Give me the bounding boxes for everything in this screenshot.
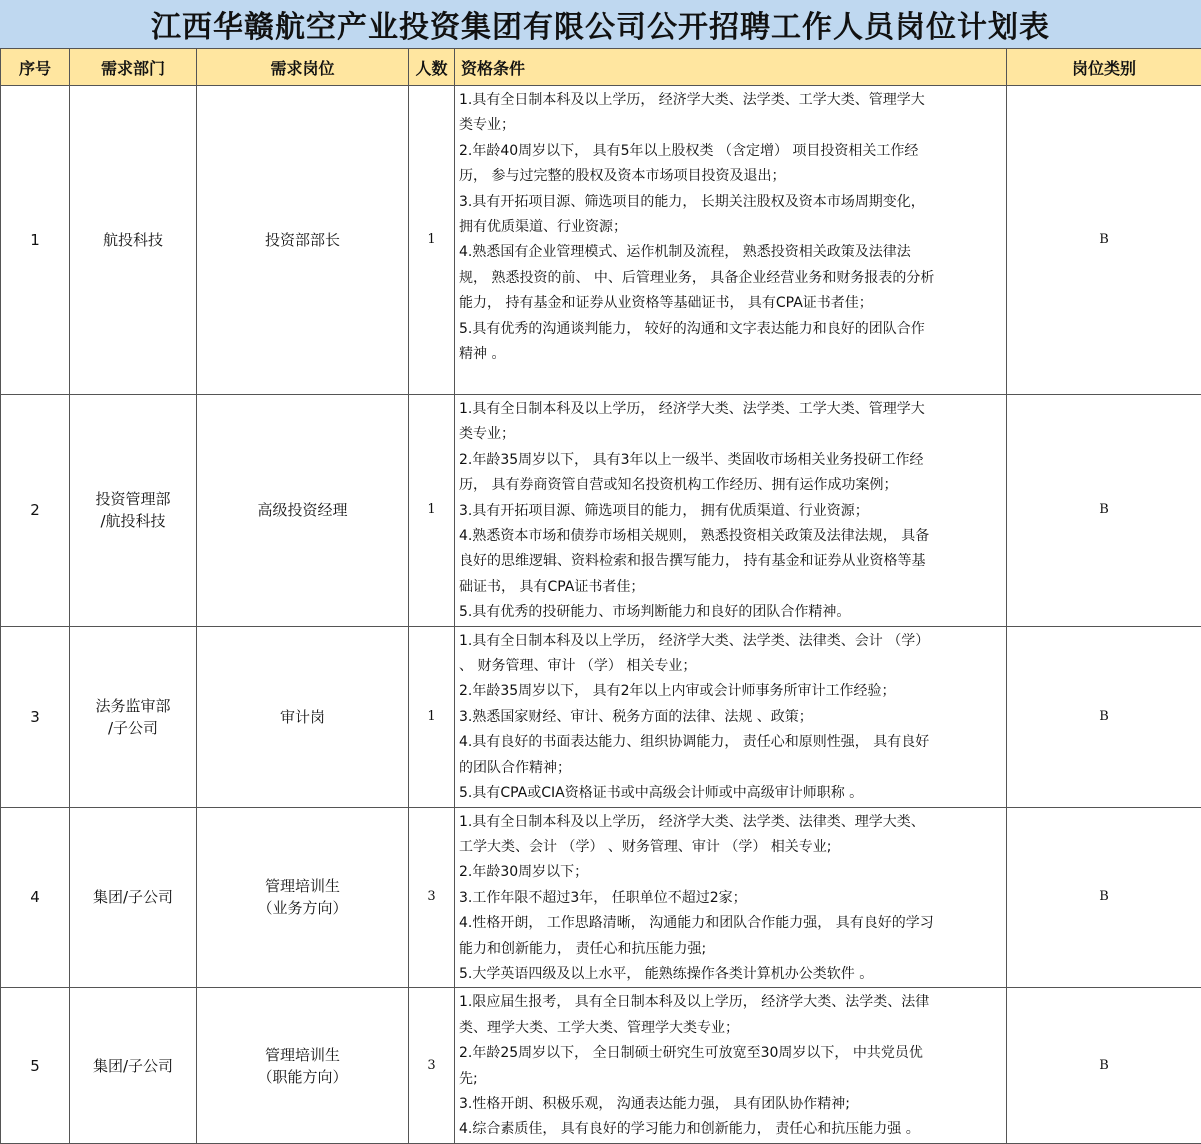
requirement-line: 工学大类、会计 （学） 、财务管理、审计 （学） 相关专业; (459, 835, 1002, 860)
requirement-line: 4.熟悉国有企业管理模式、运作机制及流程， 熟悉投资相关政策及法律法 (459, 240, 1002, 265)
department-line: 集团/子公司 (70, 886, 196, 908)
requirement-line: 2.年龄25周岁以下， 全日制硕士研究生可放宽至30周岁以下， 中共党员优 (459, 1041, 1002, 1066)
position-cell (197, 807, 409, 988)
requirement-line: 先; (459, 1067, 1002, 1092)
requirement-line: 5.大学英语四级及以上水平， 能熟练操作各类计算机办公类软件 。 (459, 962, 1002, 987)
category-cell: B (1007, 626, 1201, 807)
requirement-line: 5.具有CPA或CIA资格证书或中高级会计师或中高级审计师职称 。 (459, 781, 1002, 806)
requirement-line: 2.年龄35周岁以下， 具有2年以上内审或会计师事务所审计工作经验； (459, 679, 1002, 704)
row-number: 3 (1, 626, 70, 807)
requirement-line: 3.具有开拓项目源、筛选项目的能力， 拥有优质渠道、行业资源； (459, 499, 1002, 524)
requirement-line: 良好的思维逻辑、资料检索和报告撰写能力， 持有基金和证券从业资格等基 (459, 549, 1002, 574)
requirement-line: 3.熟悉国家财经、审计、税务方面的法律、法规 、政策； (459, 705, 1002, 730)
requirements-cell (455, 807, 1007, 988)
requirement-line: 的团队合作精神； (459, 756, 1002, 781)
position-line: 管理培训生 (197, 875, 408, 897)
table-row (1, 395, 1201, 627)
requirement-line: 5.具有优秀的沟通谈判能力， 较好的沟通和文字表达能力和良好的团队合作 (459, 317, 1002, 342)
department-cell (70, 988, 197, 1143)
requirement-line: 2.年龄35周岁以下， 具有3年以上一级半、类固收市场相关业务投研工作经 (459, 448, 1002, 473)
requirements-cell (455, 395, 1007, 627)
department-line: 投资管理部 (70, 488, 196, 510)
position-plan-table (0, 48, 1201, 1144)
requirement-line: 精神 。 (459, 342, 1002, 367)
headcount-cell: 3 (409, 988, 455, 1143)
requirements-cell (455, 86, 1007, 395)
table-row (1, 988, 1201, 1143)
position-line: 审计岗 (197, 706, 408, 728)
requirement-line: 3.工作年限不超过3年， 任职单位不超过2家； (459, 886, 1002, 911)
header-category: 岗位类别 (1007, 49, 1201, 86)
category-cell: B (1007, 395, 1201, 627)
requirement-line: 类专业； (459, 113, 1002, 138)
department-line: 航投科技 (70, 229, 196, 251)
sheet-title: 江西华赣航空产业投资集团有限公司公开招聘工作人员岗位计划表 (0, 0, 1201, 49)
requirement-line: 1.具有全日制本科及以上学历， 经济学大类、法学类、工学大类、管理学大 (459, 397, 1002, 422)
headcount-cell: 3 (409, 807, 455, 988)
department-cell (70, 807, 197, 988)
requirement-line: 3.性格开朗、积极乐观， 沟通表达能力强， 具有团队协作精神; (459, 1092, 1002, 1117)
requirement-line: 础证书， 具有CPA证书者佳； (459, 575, 1002, 600)
department-line: 集团/子公司 (70, 1055, 196, 1077)
requirement-line: 类专业； (459, 422, 1002, 447)
position-line: 管理培训生 (197, 1044, 408, 1066)
header-dept: 需求部门 (70, 49, 197, 86)
row-number: 4 (1, 807, 70, 988)
row-number: 1 (1, 86, 70, 395)
category-cell: B (1007, 86, 1201, 395)
table-row (1, 807, 1201, 988)
position-cell (197, 86, 409, 395)
headcount-cell: 1 (409, 86, 455, 395)
requirement-line: 历， 参与过完整的股权及资本市场项目投资及退出； (459, 164, 1002, 189)
position-line: （业务方向） (197, 897, 408, 919)
department-cell (70, 395, 197, 627)
header-position: 需求岗位 (197, 49, 409, 86)
department-line: /子公司 (70, 717, 196, 739)
row-number: 5 (1, 988, 70, 1143)
department-cell (70, 626, 197, 807)
position-cell (197, 626, 409, 807)
requirement-line: 、 财务管理、审计 （学） 相关专业； (459, 654, 1002, 679)
row-number: 2 (1, 395, 70, 627)
requirement-line: 1.具有全日制本科及以上学历， 经济学大类、法学类、法律类、会计 （学） (459, 629, 1002, 654)
headcount-cell: 1 (409, 626, 455, 807)
table-row (1, 86, 1201, 395)
headcount-cell: 1 (409, 395, 455, 627)
position-cell (197, 988, 409, 1143)
category-cell: B (1007, 807, 1201, 988)
table-row (1, 626, 1201, 807)
position-line: 投资部部长 (197, 229, 408, 251)
requirement-line: 4.熟悉资本市场和债券市场相关规则， 熟悉投资相关政策及法律法规， 具备 (459, 524, 1002, 549)
header-row (1, 49, 1201, 86)
header-no: 序号 (1, 49, 70, 86)
requirement-line: 2.年龄30周岁以下； (459, 860, 1002, 885)
header-requirements: 资格条件 (455, 49, 1007, 86)
requirement-line: 4.具有良好的书面表达能力、组织协调能力， 责任心和原则性强， 具有良好 (459, 730, 1002, 755)
requirement-line: 能力， 持有基金和证券从业资格等基础证书， 具有CPA证书者佳； (459, 291, 1002, 316)
requirement-line: 4.性格开朗， 工作思路清晰， 沟通能力和团队合作能力强， 具有良好的学习 (459, 911, 1002, 936)
position-line: （职能方向） (197, 1066, 408, 1088)
requirements-cell (455, 626, 1007, 807)
requirement-line: 历， 具有券商资管自营或知名投资机构工作经历、拥有运作成功案例； (459, 473, 1002, 498)
category-cell: B (1007, 988, 1201, 1143)
requirement-line: 能力和创新能力， 责任心和抗压能力强; (459, 937, 1002, 962)
requirement-line: 1.具有全日制本科及以上学历， 经济学大类、法学类、工学大类、管理学大 (459, 88, 1002, 113)
department-cell (70, 86, 197, 395)
requirement-line: 1.限应届生报考， 具有全日制本科及以上学历， 经济学大类、法学类、法律 (459, 990, 1002, 1015)
position-line: 高级投资经理 (197, 499, 408, 521)
requirement-line: 4.综合素质佳， 具有良好的学习能力和创新能力， 责任心和抗压能力强 。 (459, 1117, 1002, 1142)
requirements-cell (455, 988, 1007, 1143)
requirement-line: 1.具有全日制本科及以上学历， 经济学大类、法学类、法律类、理学大类、 (459, 810, 1002, 835)
position-cell (197, 395, 409, 627)
header-count: 人数 (409, 49, 455, 86)
requirement-line: 2.年龄40周岁以下， 具有5年以上股权类 （含定增） 项目投资相关工作经 (459, 139, 1002, 164)
requirement-line: 3.具有开拓项目源、筛选项目的能力， 长期关注股权及资本市场周期变化， (459, 190, 1002, 215)
requirement-line: 5.具有优秀的投研能力、市场判断能力和良好的团队合作精神。 (459, 600, 1002, 625)
department-line: 法务监审部 (70, 695, 196, 717)
requirement-line: 拥有优质渠道、行业资源； (459, 215, 1002, 240)
requirement-line: 规， 熟悉投资的前、 中、后管理业务， 具备企业经营业务和财务报表的分析 (459, 266, 1002, 291)
requirement-line: 类、理学大类、工学大类、管理学大类专业； (459, 1016, 1002, 1041)
department-line: /航投科技 (70, 510, 196, 532)
